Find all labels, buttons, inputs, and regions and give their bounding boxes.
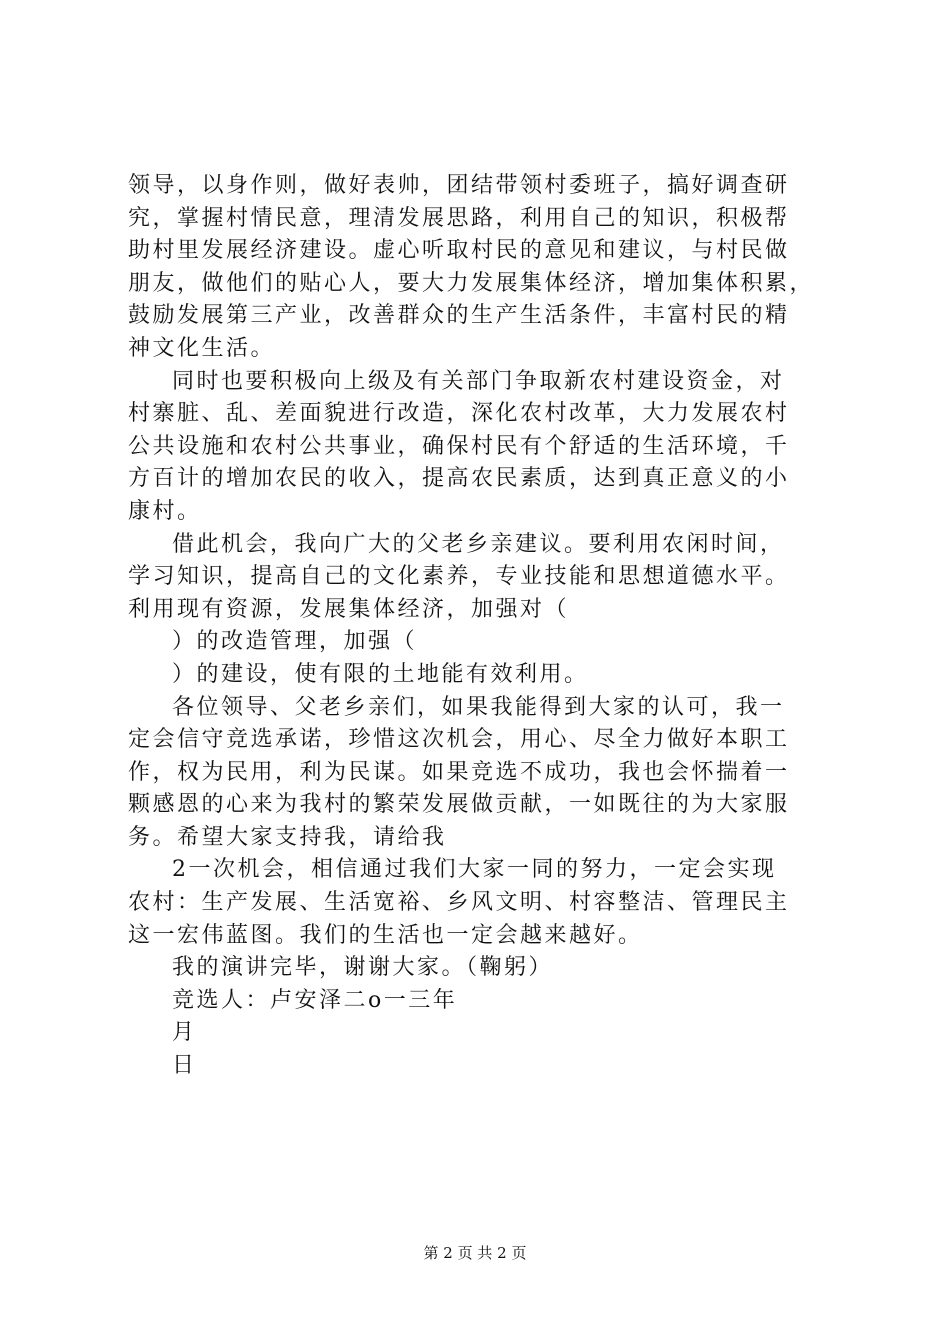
text-line: 方百计的增加农民的收入，提高农民素质，达到真正意义的小 bbox=[128, 466, 790, 492]
text-line: 康村。 bbox=[128, 498, 202, 524]
text-line: 同时也要积极向上级及有关部门争取新农村建设资金，对 bbox=[172, 368, 785, 394]
text-line: 助村里发展经济建设。虚心听取村民的意见和建议，与村民做 bbox=[128, 238, 790, 264]
text-line: 2一次机会，相信通过我们大家一同的努力，一定会实现 bbox=[172, 857, 777, 883]
text-line: 各位领导、父老乡亲们，如果我能得到大家的认可，我一 bbox=[172, 694, 785, 720]
text-line: 公共设施和农村公共事业，确保村民有个舒适的生活环境，千 bbox=[128, 433, 790, 459]
text-line: 务。希望大家支持我，请给我 bbox=[128, 824, 447, 850]
text-line: 颗感恩的心来为我村的繁荣发展做贡献，一如既往的为大家服 bbox=[128, 792, 790, 818]
text-line: 神文化生活。 bbox=[128, 335, 276, 361]
page-number-footer: 第 2 页 共 2 页 bbox=[423, 1244, 527, 1262]
text-line: ）的建设，使有限的土地能有效利用。 bbox=[172, 661, 589, 687]
text-line: 这一宏伟蓝图。我们的生活也一定会越来越好。 bbox=[128, 922, 643, 948]
text-line: 农村：生产发展、生活宽裕、乡风文明、村容整洁、管理民主 bbox=[128, 890, 790, 916]
text-line: 定会信守竞选承诺，珍惜这次机会，用心、尽全力做好本职工 bbox=[128, 727, 790, 753]
text-line: 鼓励发展第三产业，改善群众的生产生活条件，丰富村民的精 bbox=[128, 303, 790, 329]
text-line: 学习知识，提高自己的文化素养，专业技能和思想道德水平。 bbox=[128, 564, 790, 590]
text-line: ）的改造管理，加强（ bbox=[172, 629, 418, 655]
document-body bbox=[128, 170, 828, 1083]
text-line: 月 bbox=[172, 1020, 197, 1046]
text-line: 借此机会，我向广大的父老乡亲建议。要利用农闲时间， bbox=[172, 531, 785, 557]
text-line: 领导，以身作则，做好表帅，团结带领村委班子，搞好调查研 bbox=[128, 173, 790, 198]
text-line: 朋友，做他们的贴心人，要大力发展集体经济，增加集体积累， bbox=[128, 270, 815, 296]
text-line: 究，掌握村情民意，理清发展思路，利用自己的知识，积极帮 bbox=[128, 205, 790, 231]
text-line: 竞选人：卢安泽二o一三年 bbox=[172, 987, 458, 1013]
text-line: 作，权为民用，利为民谋。如果竞选不成功，我也会怀揣着一 bbox=[128, 759, 790, 785]
text-line: 我的演讲完毕，谢谢大家。（鞠躬） bbox=[172, 955, 554, 981]
text-line: 利用现有资源，发展集体经济，加强对（ bbox=[128, 596, 570, 622]
text-line: 日 bbox=[172, 1053, 197, 1079]
text-line: 村寨脏、乱、差面貌进行改造，深化农村改革，大力发展农村 bbox=[128, 401, 790, 427]
